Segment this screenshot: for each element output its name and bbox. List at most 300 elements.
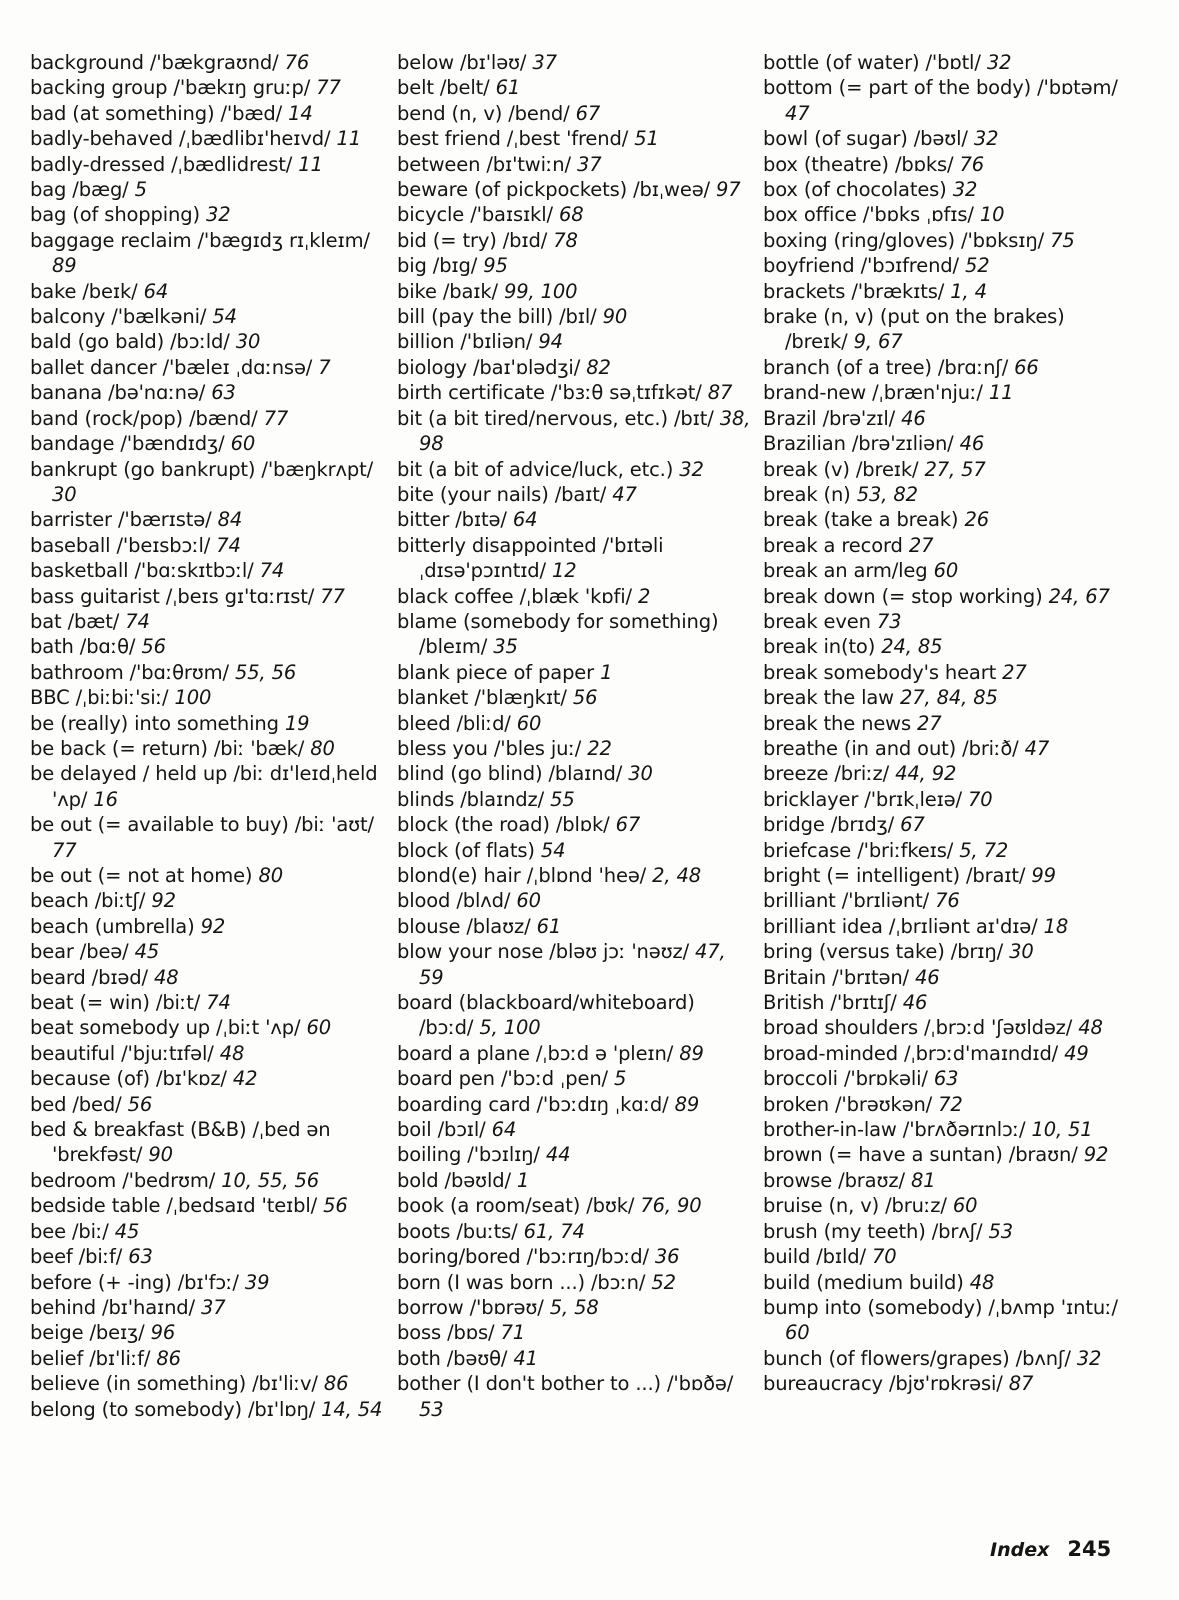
entry-pages: 90 xyxy=(148,1143,173,1167)
entry-headword: bridge /brɪdʒ/ xyxy=(763,813,895,837)
entry-pages: 12 xyxy=(552,559,577,583)
entry-pages: 60 xyxy=(306,1016,331,1040)
index-entry xyxy=(30,1092,385,1117)
index-entry xyxy=(397,1092,752,1117)
entry-pages: 54 xyxy=(540,838,566,862)
index-entry xyxy=(397,1295,752,1320)
index-entry xyxy=(763,152,1118,177)
index-entry xyxy=(30,584,385,609)
entry-headword: boyfriend /'bɔɪfrend/ xyxy=(763,254,959,278)
index-entry xyxy=(397,939,752,990)
entry-headword: blouse /blaʊz/ xyxy=(397,914,531,938)
entry-headword: bruise (n, v) /bruːz/ xyxy=(763,1194,947,1218)
entry-pages: 95 xyxy=(483,254,508,278)
index-entry xyxy=(30,736,385,761)
index-entry xyxy=(397,228,752,253)
index-entry xyxy=(763,584,1118,609)
entry-headword: broccoli /'brɒkəli/ xyxy=(763,1067,928,1091)
index-entry xyxy=(30,634,385,659)
entry-pages: 52 xyxy=(965,254,990,278)
entry-headword: British /'brɪtɪʃ/ xyxy=(763,991,897,1015)
entry-pages: 60 xyxy=(933,559,959,583)
index-entry xyxy=(763,1346,1118,1371)
entry-headword: bit (a bit tired/nervous, etc.) /bɪt/ xyxy=(397,406,714,430)
entry-headword: breeze /briːz/ xyxy=(763,762,890,786)
index-entry xyxy=(30,228,385,279)
entry-headword: bright (= intelligent) /braɪt/ xyxy=(763,864,1026,887)
entry-headword: blond(e) hair /ˌblɒnd 'heə/ xyxy=(397,864,647,887)
entry-pages: 61, 74 xyxy=(523,1219,585,1243)
entry-headword: bass guitarist /ˌbeɪs gɪ'tɑːrɪst/ xyxy=(30,584,315,608)
entry-headword: bottle (of water) /'bɒtl/ xyxy=(763,51,981,74)
entry-pages: 72 xyxy=(938,1092,963,1116)
index-entry xyxy=(30,660,385,685)
entry-pages: 86 xyxy=(156,1346,181,1370)
entry-pages: 78 xyxy=(553,228,578,252)
entry-pages: 70 xyxy=(968,787,993,811)
entry-pages: 48 xyxy=(219,1041,245,1065)
entry-headword: build (medium build) xyxy=(763,1270,964,1294)
index-entry xyxy=(397,914,752,939)
entry-pages: 63 xyxy=(933,1067,959,1091)
entry-pages: 48 xyxy=(1078,1016,1103,1040)
index-entry xyxy=(30,1041,385,1066)
entry-headword: belief /bɪ'liːf/ xyxy=(30,1346,151,1370)
index-entry xyxy=(397,253,752,278)
entry-pages: 5, 72 xyxy=(959,838,1009,862)
entry-headword: blame (somebody for something) /bleɪm/ xyxy=(397,609,719,659)
index-entry xyxy=(397,812,752,837)
entry-pages: 97 xyxy=(716,178,741,202)
entry-pages: 73 xyxy=(876,609,902,633)
index-entry xyxy=(763,1142,1118,1167)
entry-pages: 27 xyxy=(1002,660,1027,684)
entry-headword: be delayed / held up /biː dɪ'leɪdˌheld 'ʌp/ xyxy=(30,762,378,811)
index-entry xyxy=(397,50,752,75)
entry-pages: 76 xyxy=(284,51,310,74)
entry-pages: 64 xyxy=(512,508,538,532)
entry-pages: 63 xyxy=(211,381,236,405)
entry-pages: 32 xyxy=(206,203,231,227)
index-entry xyxy=(30,1193,385,1218)
index-entry xyxy=(30,380,385,405)
index-column-2 xyxy=(397,50,752,1422)
entry-pages: 60 xyxy=(952,1194,978,1218)
index-entry xyxy=(30,533,385,558)
entry-pages: 53 xyxy=(988,1219,1014,1243)
entry-headword: born (I was born ...) /bɔːn/ xyxy=(397,1270,646,1294)
index-entry xyxy=(397,126,752,151)
entry-headword: black coffee /ˌblæk 'kɒfi/ xyxy=(397,584,632,608)
entry-pages: 80 xyxy=(310,736,335,760)
index-entry xyxy=(30,711,385,736)
entry-headword: blanket /'blæŋkɪt/ xyxy=(397,686,567,710)
entry-headword: balcony /'bælkəni/ xyxy=(30,305,207,329)
index-entry xyxy=(763,685,1118,710)
entry-pages: 1 xyxy=(516,1168,530,1192)
entry-pages: 30 xyxy=(1009,940,1034,964)
entry-headword: break (v) /breɪk/ xyxy=(763,457,919,481)
index-entry xyxy=(397,75,752,100)
entry-headword: brilliant /'brɪliənt/ xyxy=(763,889,930,913)
index-entry xyxy=(30,1270,385,1295)
index-entry xyxy=(30,126,385,151)
entry-headword: bother (I don't bother to ...) /'bɒðə/ xyxy=(397,1372,734,1396)
entry-headword: be out (= available to buy) /biː 'aʊt/ xyxy=(30,813,374,837)
index-entry xyxy=(763,355,1118,380)
entry-headword: badly-behaved /ˌbædlibɪ'heɪvd/ xyxy=(30,127,331,151)
index-entry xyxy=(763,634,1118,659)
entry-pages: 37 xyxy=(576,152,602,176)
entry-pages: 49 xyxy=(1064,1041,1089,1065)
entry-pages: 11 xyxy=(336,127,361,151)
entry-headword: book (a room/seat) /bʊk/ xyxy=(397,1194,635,1218)
index-entry xyxy=(763,253,1118,278)
entry-pages: 14, 54 xyxy=(321,1397,383,1421)
index-entry xyxy=(397,304,752,329)
entry-pages: 46 xyxy=(902,991,928,1015)
entry-headword: bee /biː/ xyxy=(30,1219,109,1243)
entry-headword: Britain /'brɪtən/ xyxy=(763,965,909,989)
entry-headword: bag (of shopping) xyxy=(30,203,200,227)
entry-headword: bed & breakfast (B&B) /ˌbed ən 'brekfəst/ xyxy=(30,1118,331,1167)
entry-headword: be out (= not at home) xyxy=(30,864,253,887)
index-entry xyxy=(30,75,385,100)
entry-pages: 74 xyxy=(125,609,150,633)
entry-headword: believe (in something) /bɪ'liːv/ xyxy=(30,1372,318,1396)
entry-pages: 47, 59 xyxy=(419,940,726,989)
entry-pages: 52 xyxy=(651,1270,676,1294)
entry-headword: brother-in-law /'brʌðərɪnlɔː/ xyxy=(763,1118,1026,1142)
entry-headword: board pen /'bɔːd ˌpen/ xyxy=(397,1067,608,1091)
index-entry xyxy=(763,888,1118,913)
entry-headword: bathroom /'bɑːθrʊm/ xyxy=(30,660,229,684)
page-footer xyxy=(990,1537,1111,1561)
entry-headword: blow your nose /bləʊ jɔː 'nəʊz/ xyxy=(397,940,689,964)
entry-pages: 66 xyxy=(1014,355,1039,379)
index-entry xyxy=(763,939,1118,964)
index-entry xyxy=(397,1270,752,1295)
index-entry xyxy=(397,1168,752,1193)
entry-headword: break even xyxy=(763,609,871,633)
index-entry xyxy=(30,939,385,964)
entry-headword: background /'bækgraʊnd/ xyxy=(30,51,279,74)
index-entry xyxy=(397,1320,752,1345)
index-entry xyxy=(763,126,1118,151)
entry-pages: 92 xyxy=(151,889,176,913)
entry-headword: bold /bəʊld/ xyxy=(397,1168,511,1192)
index-entry xyxy=(763,787,1118,812)
index-entry xyxy=(763,533,1118,558)
index-entry xyxy=(763,380,1118,405)
entry-pages: 77 xyxy=(263,406,289,430)
entry-headword: block (the road) /blɒk/ xyxy=(397,813,610,837)
index-entry xyxy=(30,990,385,1015)
index-entry xyxy=(397,1219,752,1244)
entry-pages: 67 xyxy=(615,813,641,837)
entry-pages: 11 xyxy=(298,152,323,176)
index-entry xyxy=(30,329,385,354)
index-entry xyxy=(30,355,385,380)
index-entry xyxy=(397,1371,752,1422)
entry-pages: 56 xyxy=(572,686,598,710)
entry-headword: branch (of a tree) /brɑːnʃ/ xyxy=(763,355,1009,379)
entry-pages: 89 xyxy=(679,1041,704,1065)
entry-headword: between /bɪ'twiːn/ xyxy=(397,152,571,176)
entry-headword: breathe (in and out) /briːð/ xyxy=(763,736,1019,760)
entry-headword: because (of) /bɪ'kɒz/ xyxy=(30,1067,227,1091)
entry-pages: 45 xyxy=(134,940,160,964)
index-entry xyxy=(763,1066,1118,1091)
entry-headword: board (blackboard/whiteboard) /bɔːd/ xyxy=(397,991,695,1040)
entry-headword: bricklayer /'brɪkˌleɪə/ xyxy=(763,787,962,811)
entry-headword: briefcase /'briːfkeɪs/ xyxy=(763,838,954,862)
entry-pages: 60 xyxy=(516,711,542,735)
entry-pages: 46 xyxy=(901,406,926,430)
entry-headword: blank piece of paper xyxy=(397,660,595,684)
entry-headword: bit (a bit of advice/luck, etc.) xyxy=(397,457,674,481)
index-entry xyxy=(397,1117,752,1142)
index-entry xyxy=(397,1066,752,1091)
entry-headword: broken /'brəʊkən/ xyxy=(763,1092,933,1116)
entry-pages: 42 xyxy=(232,1067,258,1091)
entry-pages: 1, 4 xyxy=(950,279,987,303)
entry-headword: baggage reclaim /'bægɪdʒ rɪˌkleɪm/ xyxy=(30,228,370,252)
entry-headword: bite (your nails) /baɪt/ xyxy=(397,482,607,506)
entry-pages: 47 xyxy=(612,482,637,506)
index-entry xyxy=(30,1015,385,1040)
index-entry xyxy=(763,1193,1118,1218)
entry-pages: 1 xyxy=(600,660,613,684)
index-entry xyxy=(397,888,752,913)
entry-headword: best friend /ˌbest 'frend/ xyxy=(397,127,629,151)
entry-headword: bankrupt (go bankrupt) /'bæŋkrʌpt/ xyxy=(30,457,374,481)
entry-pages: 47 xyxy=(1024,736,1050,760)
index-entry xyxy=(30,101,385,126)
index-entry xyxy=(30,965,385,990)
entry-headword: break (take a break) xyxy=(763,508,959,532)
entry-headword: broad shoulders /ˌbrɔːd 'ʃəʊldəz/ xyxy=(763,1016,1073,1040)
entry-headword: break a record xyxy=(763,533,903,557)
entry-pages: 11 xyxy=(988,381,1014,405)
index-entry xyxy=(397,279,752,304)
entry-headword: boil /bɔɪl/ xyxy=(397,1118,486,1142)
entry-pages: 63 xyxy=(128,1245,153,1269)
index-entry xyxy=(30,914,385,939)
entry-headword: basketball /'bɑːskɪtbɔːl/ xyxy=(30,559,254,583)
entry-headword: build /bɪld/ xyxy=(763,1245,866,1269)
entry-headword: break (n) xyxy=(763,482,851,506)
entry-headword: broad-minded /ˌbrɔːd'maɪndɪd/ xyxy=(763,1041,1059,1065)
index-entry xyxy=(30,1295,385,1320)
index-entry xyxy=(397,584,752,609)
index-entry xyxy=(763,431,1118,456)
entry-pages: 54 xyxy=(212,305,237,329)
entry-pages: 55, 56 xyxy=(235,660,297,684)
entry-pages: 30 xyxy=(52,482,77,506)
entry-headword: blood /blʌd/ xyxy=(397,889,511,913)
entry-headword: birth certificate /'bɜːθ səˌtɪfɪkət/ xyxy=(397,381,702,405)
entry-headword: bath /bɑːθ/ xyxy=(30,635,136,659)
entry-headword: box office /'bɒks ˌɒfɪs/ xyxy=(763,203,974,227)
entry-headword: be (really) into something xyxy=(30,711,279,735)
index-entry xyxy=(763,1015,1118,1040)
index-entry xyxy=(397,609,752,660)
index-entry xyxy=(30,863,385,888)
index-entry xyxy=(763,457,1118,482)
index-entry xyxy=(763,965,1118,990)
entry-pages: 60 xyxy=(516,889,541,913)
entry-headword: boiling /'bɔɪlɪŋ/ xyxy=(397,1143,540,1167)
entry-headword: badly-dressed /ˌbædlidrest/ xyxy=(30,152,293,176)
index-entry xyxy=(763,1244,1118,1269)
entry-pages: 26 xyxy=(964,508,989,532)
entry-pages: 74 xyxy=(259,559,285,583)
entry-pages: 77 xyxy=(320,584,345,608)
entry-pages: 89 xyxy=(674,1092,700,1116)
entry-pages: 32 xyxy=(986,51,1012,74)
entry-headword: big /bɪg/ xyxy=(397,254,478,278)
index-entry xyxy=(763,838,1118,863)
entry-headword: board a plane /ˌbɔːd ə 'pleɪn/ xyxy=(397,1041,674,1065)
index-column-3 xyxy=(763,50,1118,1397)
entry-headword: brush (my teeth) /brʌʃ/ xyxy=(763,1219,983,1243)
index-entry xyxy=(30,1320,385,1345)
entry-pages: 67 xyxy=(575,101,601,125)
entry-headword: break an arm/leg xyxy=(763,559,928,583)
entry-headword: break down (= stop working) xyxy=(763,584,1043,608)
entry-pages: 7 xyxy=(318,355,331,379)
index-entry xyxy=(763,660,1118,685)
entry-pages: 44, 92 xyxy=(895,762,957,786)
entry-pages: 92 xyxy=(1083,1143,1109,1167)
entry-pages: 87 xyxy=(1008,1372,1034,1396)
entry-pages: 47 xyxy=(785,101,810,125)
entry-pages: 22 xyxy=(587,736,612,760)
entry-pages: 32 xyxy=(973,127,999,151)
entry-pages: 27, 84, 85 xyxy=(900,686,998,710)
index-entry xyxy=(397,406,752,457)
entry-headword: be back (= return) /biː 'bæk/ xyxy=(30,736,305,760)
entry-headword: bottom (= part of the body) /'bɒtəm/ xyxy=(763,76,1118,100)
index-entry xyxy=(397,1041,752,1066)
entry-headword: brand-new /ˌbræn'njuː/ xyxy=(763,381,983,405)
entry-headword: bicycle /'baɪsɪkl/ xyxy=(397,203,553,227)
index-entry xyxy=(397,380,752,405)
index-entry xyxy=(30,1117,385,1168)
entry-pages: 87 xyxy=(707,381,733,405)
index-entry xyxy=(397,329,752,354)
entry-headword: behind /bɪ'haɪnd/ xyxy=(30,1295,195,1319)
entry-pages: 90 xyxy=(602,305,628,329)
index-entry xyxy=(30,1219,385,1244)
entry-headword: Brazilian /brə'zɪliən/ xyxy=(763,432,954,456)
entry-headword: beige /beɪʒ/ xyxy=(30,1321,145,1345)
entry-headword: bag /bæg/ xyxy=(30,178,129,202)
entry-pages: 89 xyxy=(52,254,77,278)
index-entry xyxy=(397,1346,752,1371)
entry-headword: boots /buːts/ xyxy=(397,1219,518,1243)
index-entry xyxy=(763,1041,1118,1066)
index-entry xyxy=(30,761,385,812)
entry-headword: backing group /'bækɪŋ gruːp/ xyxy=(30,76,311,100)
entry-headword: bleed /bliːd/ xyxy=(397,711,511,735)
entry-headword: bike /baɪk/ xyxy=(397,279,498,303)
entry-headword: bitterly disappointed /'bɪtəli ˌdɪsə'pɔɪntɪd/ xyxy=(397,533,664,583)
index-entry xyxy=(763,736,1118,761)
index-entry xyxy=(763,558,1118,583)
entry-headword: bitter /bɪtə/ xyxy=(397,508,507,532)
index-entry xyxy=(763,914,1118,939)
index-entry xyxy=(763,279,1118,304)
entry-pages: 68 xyxy=(558,203,584,227)
entry-headword: banana /bə'nɑːnə/ xyxy=(30,381,206,405)
entry-pages: 71 xyxy=(500,1321,525,1345)
entry-headword: break somebody's heart xyxy=(763,660,997,684)
index-entry xyxy=(397,1244,752,1269)
index-entry xyxy=(30,609,385,634)
entry-pages: 76, 90 xyxy=(640,1194,702,1218)
entry-headword: bill (pay the bill) /bɪl/ xyxy=(397,305,597,329)
index-entry xyxy=(397,177,752,202)
index-entry xyxy=(30,431,385,456)
entry-headword: bunch (of flowers/grapes) /bʌnʃ/ xyxy=(763,1346,1071,1370)
index-entry xyxy=(30,1346,385,1371)
footer-label: Index xyxy=(990,1539,1050,1561)
entry-headword: bedside table /ˌbedsaɪd 'teɪbl/ xyxy=(30,1194,318,1218)
entry-headword: block (of flats) xyxy=(397,838,535,862)
entry-pages: 100 xyxy=(174,686,212,710)
entry-headword: boxing (ring/gloves) /'bɒksɪŋ/ xyxy=(763,228,1044,252)
index-entry xyxy=(763,507,1118,532)
index-entry xyxy=(763,1219,1118,1244)
index-entry xyxy=(763,1371,1118,1396)
index-entry xyxy=(30,1244,385,1269)
index-entry xyxy=(397,202,752,227)
index-entry xyxy=(397,761,752,786)
entry-pages: 5, 100 xyxy=(479,1016,541,1040)
entry-pages: 41 xyxy=(513,1346,538,1370)
entry-headword: boarding card /'bɔːdɪŋ ˌkɑːd/ xyxy=(397,1092,669,1116)
entry-pages: 27 xyxy=(908,533,934,557)
index-entry xyxy=(30,177,385,202)
entry-pages: 56 xyxy=(323,1194,348,1218)
entry-headword: belt /belt/ xyxy=(397,76,490,100)
entry-headword: break the news xyxy=(763,711,911,735)
index-entry xyxy=(397,101,752,126)
entry-pages: 38, 98 xyxy=(419,406,751,456)
entry-pages: 70 xyxy=(871,1245,897,1269)
entry-headword: bureaucracy /bjʊ'rɒkrəsi/ xyxy=(763,1372,1003,1396)
index-entry xyxy=(763,863,1118,888)
entry-pages: 84 xyxy=(217,508,243,532)
entry-pages: 37 xyxy=(201,1295,226,1319)
entry-headword: boring/bored /'bɔːrɪŋ/bɔːd/ xyxy=(397,1245,649,1269)
entry-headword: bump into (somebody) /ˌbʌmp 'ɪntuː/ xyxy=(763,1295,1118,1319)
index-entry xyxy=(763,761,1118,786)
entry-pages: 44 xyxy=(545,1143,571,1167)
entry-headword: beach (umbrella) xyxy=(30,914,195,938)
entry-headword: band (rock/pop) /bænd/ xyxy=(30,406,258,430)
entry-headword: box (of chocolates) xyxy=(763,178,947,202)
entry-pages: 36 xyxy=(654,1245,680,1269)
index-entry xyxy=(763,1168,1118,1193)
index-entry xyxy=(397,863,752,888)
index-entry xyxy=(30,888,385,913)
index-entry xyxy=(763,75,1118,126)
entry-headword: bat /bæt/ xyxy=(30,609,120,633)
index-entry xyxy=(763,1295,1118,1346)
